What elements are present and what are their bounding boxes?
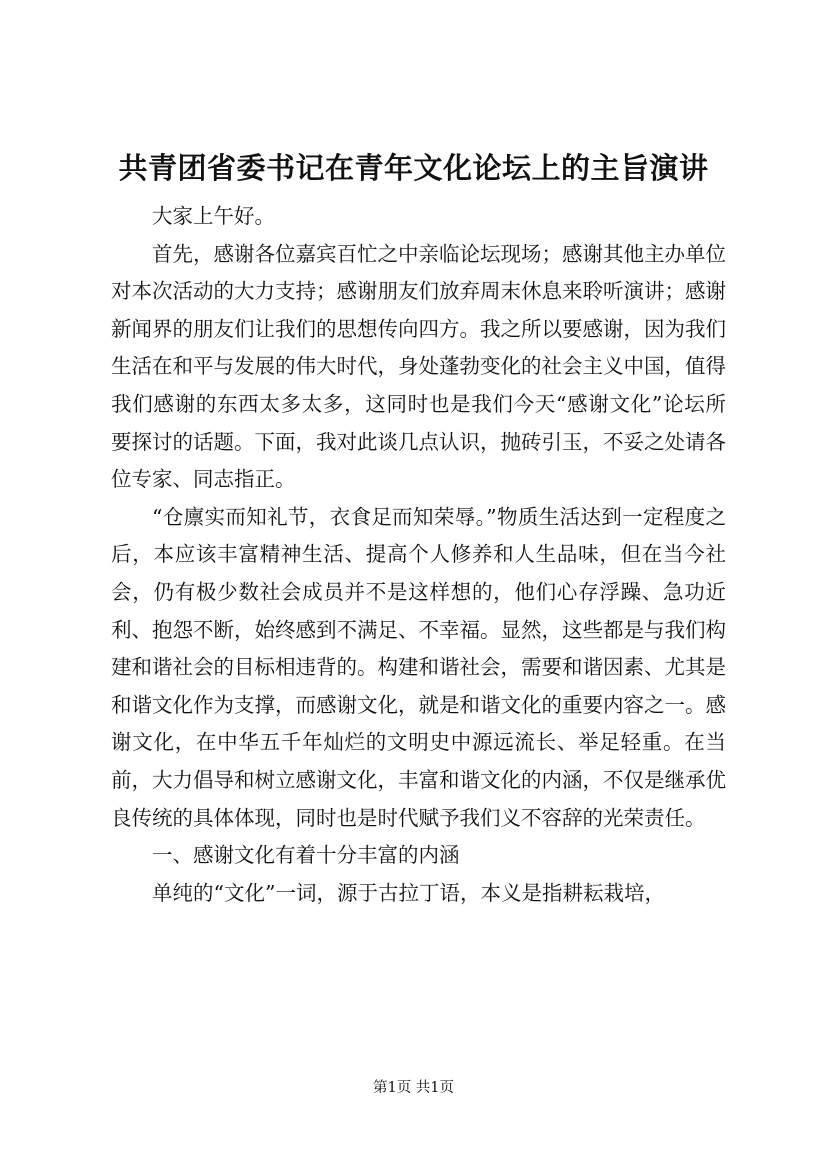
paragraph-harmony: “仓廪实而知礼节，衣食足而知荣辱。”物质生活达到一定程度之后，本应该丰富精神生活、提高个人修养和人生品味，但在当今社会，仍有极少数社会成员并不是这样想的，他们心存浮躁、急功近利、抱怨不断，始终感到不满足、不幸福。显然，这些都是与我们构建和谐社会的目标相违背的。构建和谐社会，需要和谐因素、尤其是和谐文化作为支撑，而感谢文化，就是和谐文化的重要内容之一。感谢文化，在中华五千年灿烂的文明史中源远流长、举足轻重。在当前，大力倡导和树立感谢文化，丰富和谐文化的内涵，不仅是继承优良传统的具体体现，同时也是时代赋予我们义不容辞的光荣责任。	[111, 504, 726, 830]
section-heading-one: 一、感谢文化有着十分丰富的内涵	[152, 843, 460, 868]
paragraph-thanks: 首先，感谢各位嘉宾百忙之中亲临论坛现场；感谢其他主办单位对本次活动的大力支持；感谢朋友们放弃周末休息来聆听演讲；感谢新闻界的朋友们让我们的思想传向四方。我之所以要感谢，因为我们生活在和平与发展的伟大时代，身处蓬勃变化的社会主义中国，值得我们感谢的东西太多太多，这同时也是我们今天“感谢文化”论坛所要探讨的话题。下面，我对此谈几点认识，抛砖引玉，不妥之处请各位专家、同志指正。	[111, 241, 726, 492]
document-title: 共青团省委书记在青年文化论坛上的主旨演讲	[118, 151, 709, 185]
paragraph-greeting: 大家上午好。	[152, 204, 275, 228]
page-footer: 第1页 共1页	[372, 1080, 455, 1096]
paragraph-culture-origin: 单纯的“文化”一词，源于古拉丁语，本义是指耕耘栽培，	[152, 880, 665, 905]
document-body	[111, 198, 726, 912]
